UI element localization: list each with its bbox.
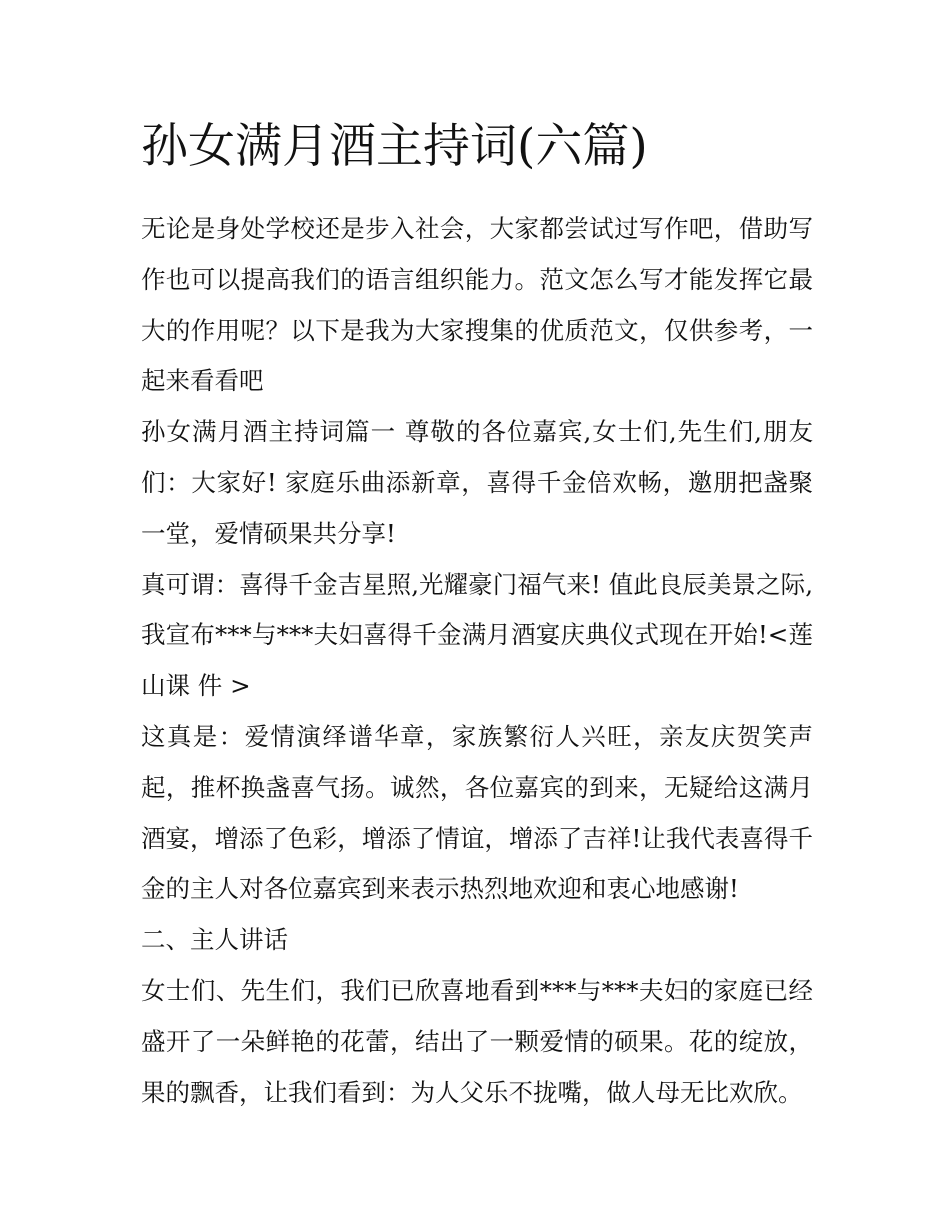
document-body <box>141 204 813 1118</box>
paragraph-greeting: 孙女满月酒主持词篇一 尊敬的各位嘉宾,女士们,先生们,朋友们：大家好! 家庭乐曲添新章，喜得千金倍欢畅，邀朋把盏聚一堂，爱情硕果共分享! <box>141 417 813 548</box>
paragraph-host-speech: 女士们、先生们，我们已欣喜地看到***与***夫妇的家庭已经盛开了一朵鲜艳的花蕾，结出了一颗爱情的硕果。花的绽放，果的飘香，让我们看到：为人父乐不拢嘴，做人母无比欢欣。 <box>141 975 813 1107</box>
document-page <box>141 112 813 1118</box>
paragraph-opening: 真可谓：喜得千金吉星照,光耀豪门福气来! 值此良辰美景之际,我宣布***与***夫妇喜得千金满月酒宴庆典仪式现在开始!<莲山课 件 > <box>141 569 813 701</box>
document-title: 孙女满月酒主持词(六篇) <box>141 119 648 174</box>
paragraph-welcome: 这真是：爱情演绎谱华章，家族繁衍人兴旺，亲友庆贺笑声起，推杯换盏喜气扬。诚然，各位嘉宾的到来，无疑给这满月酒宴，增添了色彩，增添了情谊，增添了吉祥!让我代表喜得千金的主人对各位嘉宾到来表示热烈地欢迎和衷心地感谢! <box>141 721 813 904</box>
section-heading-host-speech: 二、主人讲话 <box>141 925 288 955</box>
paragraph-intro: 无论是身处学校还是步入社会，大家都尝试过写作吧，借助写作也可以提高我们的语言组织能力。范文怎么写才能发挥它最大的作用呢？以下是我为大家搜集的优质范文，仅供参考，一起来看看吧 <box>141 214 813 396</box>
